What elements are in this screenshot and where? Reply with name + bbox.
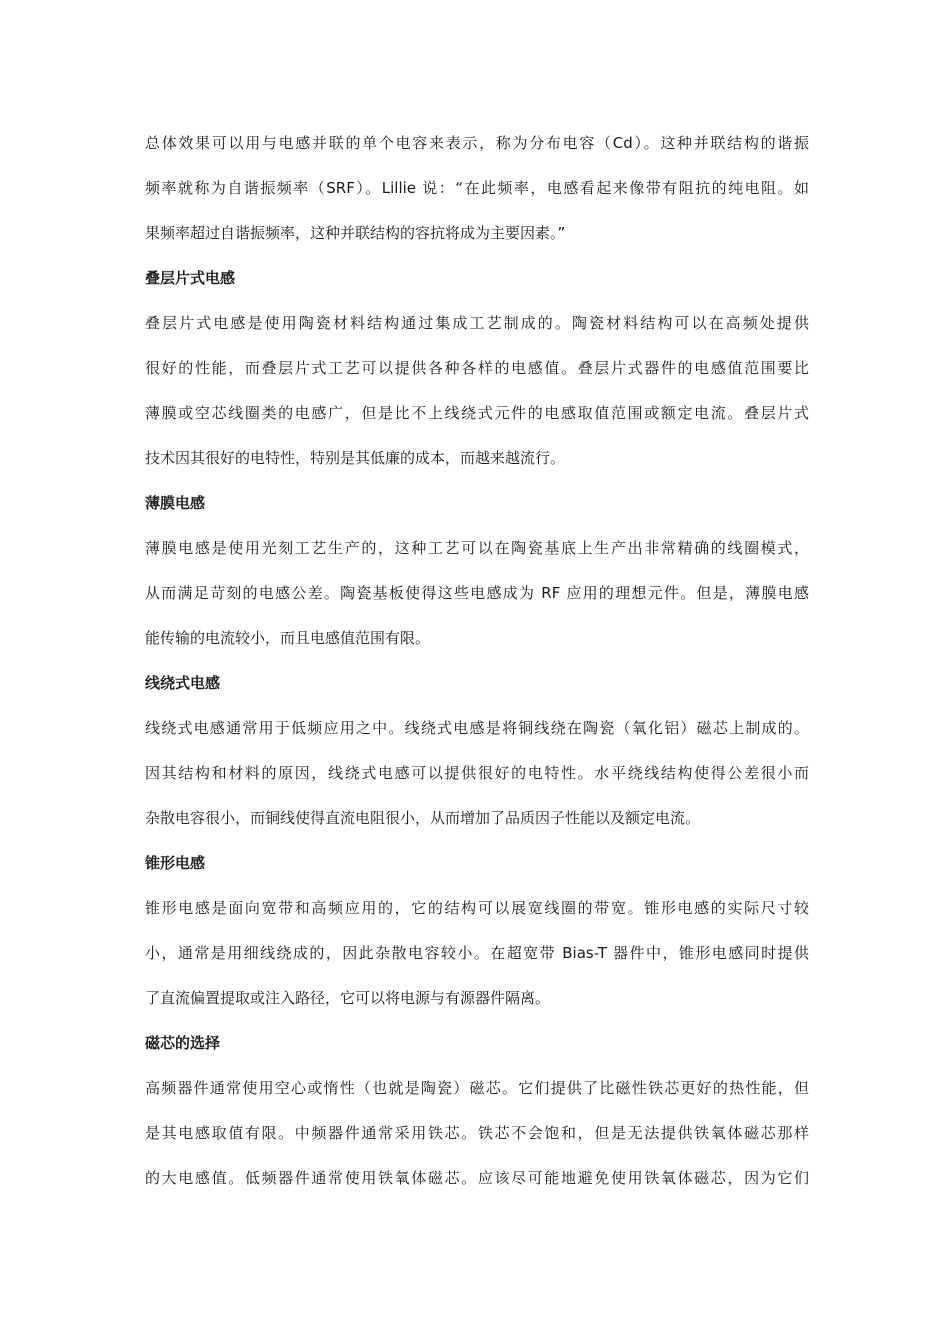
section-heading-core-selection: 磁芯的选择 [145,1034,221,1052]
text-line: 果频率超过自谐振频率，这种并联结构的容抗将成为主要因素。” [145,224,566,242]
section-heading-multilayer: 叠层片式电感 [145,269,236,287]
section-heading-wirewound: 线绕式电感 [145,674,221,692]
text-line: 因其结构和材料的原因，线绕式电感可以提供很好的电特性。水平绕线结构使得公差很小而 [145,764,809,782]
text-line: 技术因其很好的电特性，特别是其低廉的成本，而越来越流行。 [145,449,566,467]
text-line: 薄膜电感是使用光刻工艺生产的，这种工艺可以在陶瓷基底上生产出非常精确的线圈模式， [145,539,809,557]
section-heading-conical: 锥形电感 [145,854,206,872]
text-line: 能传输的电流较小，而且电感值范围有限。 [145,629,431,647]
text-line: 了直流偏置提取或注入路径，它可以将电源与有源器件隔离。 [145,989,551,1007]
text-line: 小，通常是用细线绕成的，因此杂散电容较小。在超宽带 Bias-T 器件中，锥形电感同时提供 [145,944,809,962]
document-page [145,121,809,1201]
text-line: 线绕式电感通常用于低频应用之中。线绕式电感是将铜线绕在陶瓷（氧化铝）磁芯上制成的。 [145,719,809,737]
text-line: 是其电感取值有限。中频器件通常采用铁芯。铁芯不会饱和，但是无法提供铁氧体磁芯那样 [145,1124,809,1142]
section-heading-thin-film: 薄膜电感 [145,494,206,512]
section-paragraph-multilayer [145,301,809,481]
text-line: 杂散电容很小，而铜线使得直流电阻很小，从而增加了品质因子性能以及额定电流。 [145,809,701,827]
section-paragraph-core-selection [145,1066,809,1201]
text-line: 锥形电感是面向宽带和高频应用的，它的结构可以展宽线圈的带宽。锥形电感的实际尺寸较 [145,899,809,917]
intro-paragraph [145,121,809,256]
text-line: 很好的性能，而叠层片式工艺可以提供各种各样的电感值。叠层片式器件的电感值范围要比 [145,359,809,377]
text-line: 叠层片式电感是使用陶瓷材料结构通过集成工艺制成的。陶瓷材料结构可以在高频处提供 [145,314,809,332]
text-line: 总体效果可以用与电感并联的单个电容来表示，称为分布电容（Cd）。这种并联结构的谐振 [145,134,809,152]
text-line: 薄膜或空芯线圈类的电感广，但是比不上线绕式元件的电感取值范围或额定电流。叠层片式 [145,404,809,422]
section-paragraph-conical [145,886,809,1021]
text-line: 的大电感值。低频器件通常使用铁氧体磁芯。应该尽可能地避免使用铁氧体磁芯，因为它们 [145,1169,809,1187]
text-line: 高频器件通常使用空心或惰性（也就是陶瓷）磁芯。它们提供了比磁性铁芯更好的热性能，但 [145,1079,809,1097]
text-line: 频率就称为自谐振频率（SRF）。Lillie 说：“在此频率，电感看起来像带有阻抗的纯电阻。如 [145,179,809,197]
text-line: 从而满足苛刻的电感公差。陶瓷基板使得这些电感成为 RF 应用的理想元件。但是，薄膜电感 [145,584,809,602]
section-paragraph-thin-film [145,526,809,661]
section-paragraph-wirewound [145,706,809,841]
